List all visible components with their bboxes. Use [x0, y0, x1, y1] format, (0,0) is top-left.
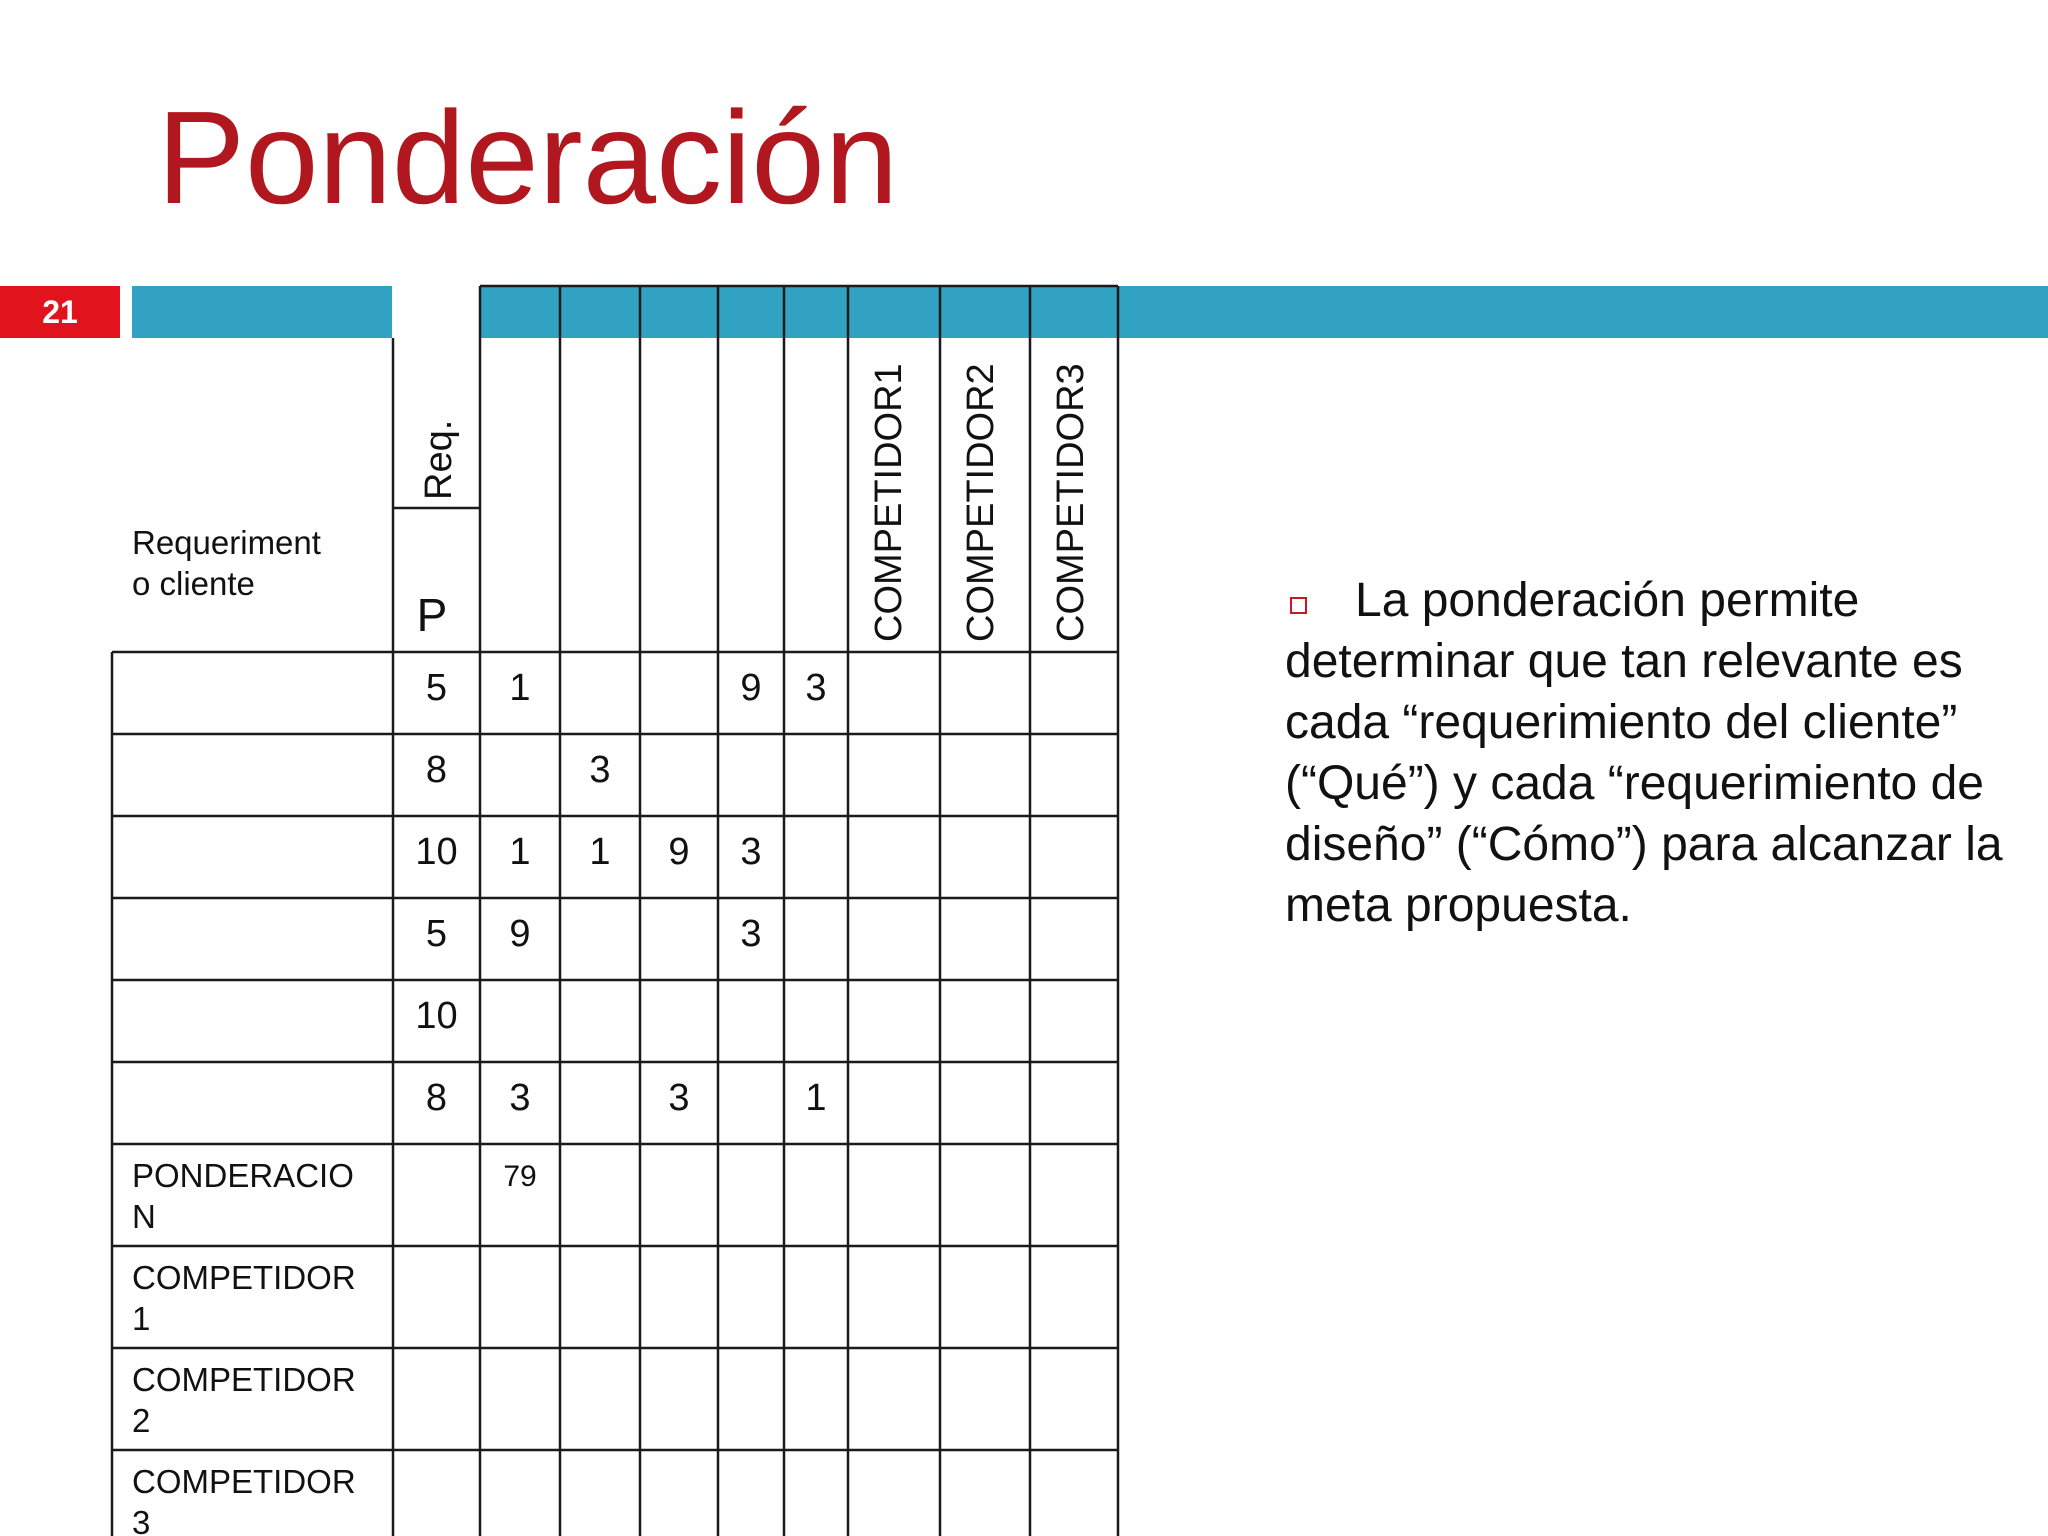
- relation-cell: 3: [668, 1077, 690, 1119]
- req-label: Req.: [418, 419, 460, 500]
- bottom-row-label: COMPETIDOR 2: [132, 1361, 356, 1439]
- description-text: [1285, 570, 2005, 936]
- page-number: 21: [0, 286, 120, 338]
- competitor-header-2: COMPETIDOR2: [960, 363, 1002, 642]
- row-header-label: Requeriment o cliente: [132, 524, 321, 602]
- ponderation-total: 79: [503, 1160, 537, 1193]
- weight-cell: 8: [425, 1077, 448, 1119]
- relation-cell: 3: [509, 1077, 531, 1119]
- p-label: P: [416, 589, 448, 641]
- relation-cell: 3: [805, 667, 827, 709]
- relation-cell: 1: [589, 831, 611, 873]
- relation-cell: 1: [509, 831, 531, 873]
- relation-cell: 1: [805, 1077, 827, 1119]
- slide-title: Ponderación: [157, 84, 899, 231]
- relation-cell: 9: [740, 667, 762, 709]
- weight-cell: 5: [425, 667, 448, 709]
- weight-cell: 10: [415, 831, 458, 873]
- competitor-header-1: COMPETIDOR1: [868, 363, 910, 642]
- weight-cell: 10: [415, 995, 458, 1037]
- matrix-header-band: [480, 286, 1118, 338]
- relation-cell: 3: [740, 913, 762, 955]
- bottom-row-label: COMPETIDOR 1: [132, 1259, 356, 1337]
- competitor-header-3: COMPETIDOR3: [1050, 363, 1092, 642]
- weight-cell: 8: [425, 749, 448, 791]
- bottom-row-label: COMPETIDOR 3: [132, 1463, 356, 1536]
- weight-cell: 5: [425, 913, 448, 955]
- bottom-row-label: PONDERACIO N: [132, 1157, 354, 1235]
- relation-cell: 3: [740, 831, 762, 873]
- relation-cell: 9: [668, 831, 690, 873]
- description-body: La ponderación permite determinar que tan relevante es cada “requerimiento del cliente” (“Qué”) y cada “requerimiento de diseño” (“Cómo”) para alcanzar la meta propuesta.: [1285, 574, 2003, 932]
- relation-cell: 1: [509, 667, 531, 709]
- relation-cell: 9: [509, 913, 531, 955]
- relation-cell: 3: [589, 749, 611, 791]
